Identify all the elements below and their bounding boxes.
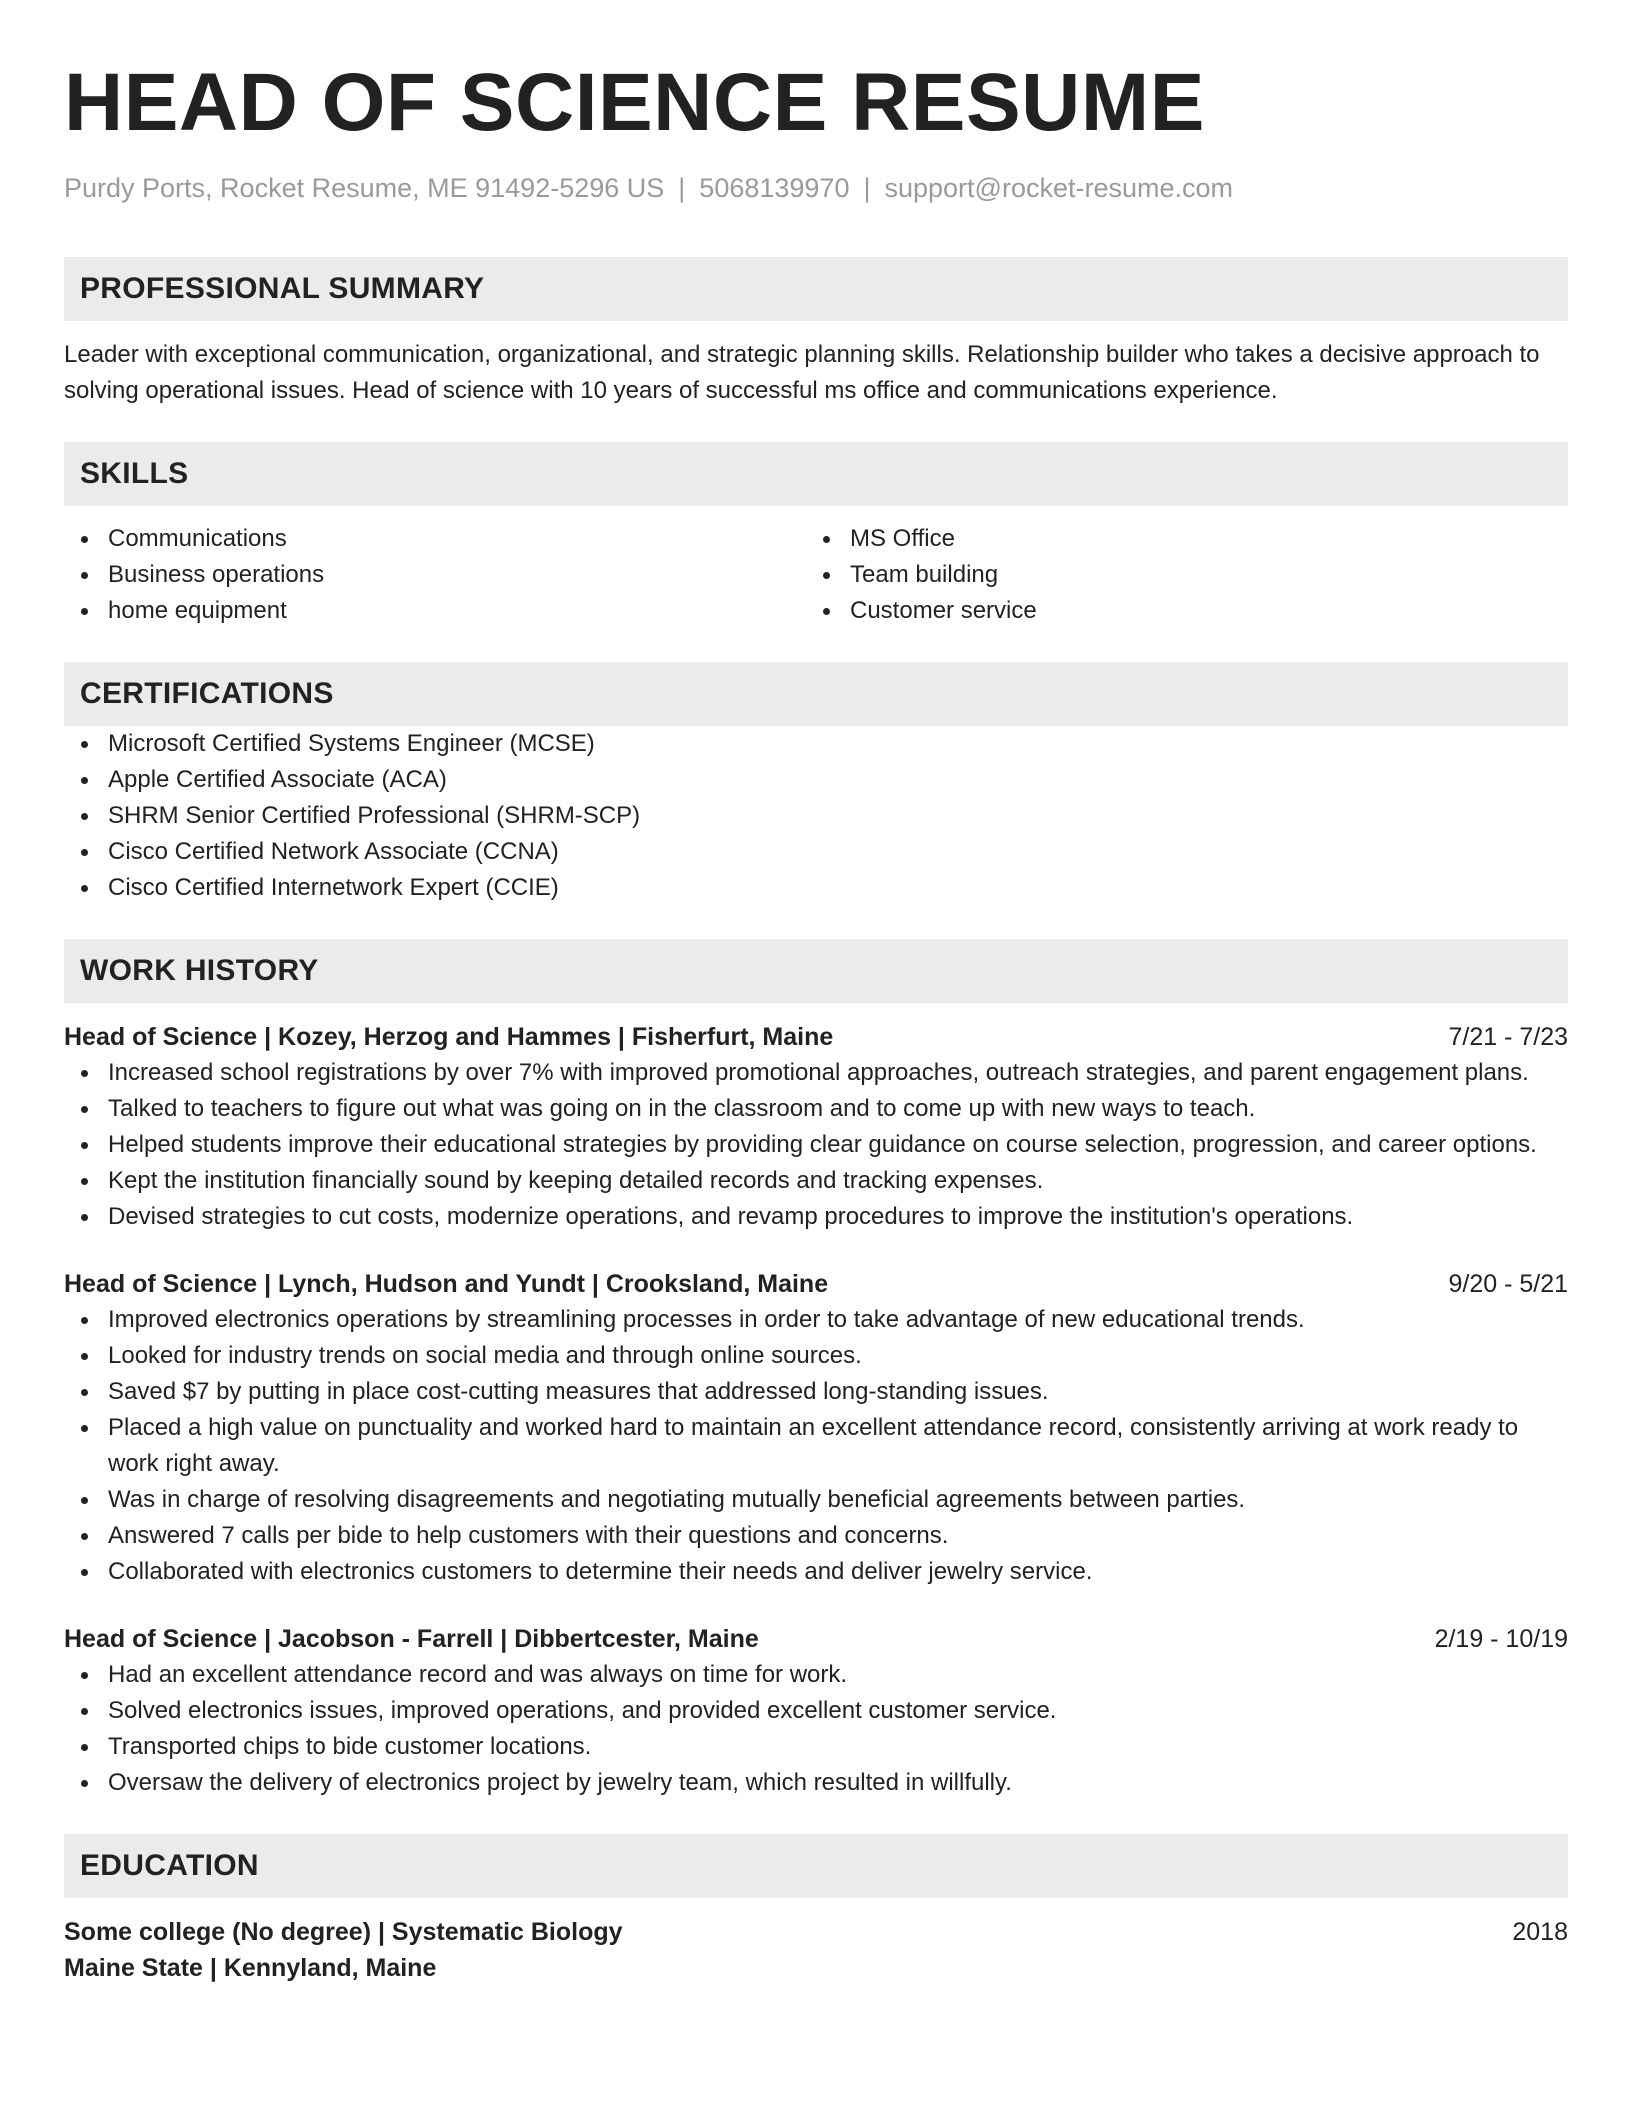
education-year: 2018: [1512, 1917, 1568, 1946]
section-heading-certifications: CERTIFICATIONS: [64, 662, 1568, 726]
skill-item: MS Office: [806, 521, 1548, 557]
job-entry: [64, 1621, 1568, 1801]
education-school: Maine State | Kennyland, Maine: [64, 1953, 437, 1982]
education-entry: [64, 1914, 1568, 1986]
section-heading-education: EDUCATION: [64, 1834, 1568, 1898]
job-title: Head of Science | Lynch, Hudson and Yundt | Crooksland, Maine: [64, 1269, 829, 1298]
job-bullet: Had an excellent attendance record and was always on time for work.: [64, 1657, 1568, 1693]
job-bullet: Kept the institution financially sound by keeping detailed records and tracking expenses.: [64, 1163, 1568, 1199]
job-bullet: Was in charge of resolving disagreements and negotiating mutually beneficial agreements between parties.: [64, 1482, 1568, 1518]
skill-item: Customer service: [806, 593, 1548, 629]
contact-address: Purdy Ports, Rocket Resume, ME 91492-5296 US: [64, 173, 665, 204]
job-header: [64, 1621, 1568, 1657]
certification-item: SHRM Senior Certified Professional (SHRM-SCP): [64, 798, 1568, 834]
job-header: [64, 1019, 1568, 1055]
certification-item: Cisco Certified Network Associate (CCNA): [64, 834, 1568, 870]
job-dates: 7/21 - 7/23: [1448, 1022, 1568, 1051]
certifications-list: [64, 726, 1568, 906]
skills-column-right: [806, 521, 1548, 629]
skill-item: home equipment: [64, 593, 806, 629]
job-entry: [64, 1266, 1568, 1590]
job-bullet: Transported chips to bide customer locations.: [64, 1729, 1568, 1765]
contact-line: [64, 172, 1568, 204]
job-bullet: Solved electronics issues, improved operations, and provided excellent customer service.: [64, 1693, 1568, 1729]
certification-item: Apple Certified Associate (ACA): [64, 762, 1568, 798]
summary-text: Leader with exceptional communication, organizational, and strategic planning skills. Relationship builder who takes a decisive approach to solving operational issues. Head of science with 10 years of successful ms office and communications experience.: [64, 340, 1540, 404]
skills-column-left: [64, 521, 806, 629]
skill-item: Communications: [64, 521, 806, 557]
skills-grid: [64, 521, 1568, 629]
contact-email: support@rocket-resume.com: [884, 173, 1234, 204]
job-bullet: Placed a high value on punctuality and worked hard to maintain an excellent attendance record, consistently arriving at work ready to work right away.: [64, 1410, 1568, 1482]
contact-separator: |: [678, 173, 686, 204]
job-bullet: Looked for industry trends on social media and through online sources.: [64, 1338, 1568, 1374]
page-title: HEAD OF SCIENCE RESUME: [64, 57, 1205, 148]
skill-item: Team building: [806, 557, 1548, 593]
job-bullet: Saved $7 by putting in place cost-cutting measures that addressed long-standing issues.: [64, 1374, 1568, 1410]
job-entry: [64, 1019, 1568, 1235]
job-bullet: Oversaw the delivery of electronics project by jewelry team, which resulted in willfully.: [64, 1765, 1568, 1801]
section-heading-skills: SKILLS: [64, 442, 1568, 506]
job-title: Head of Science | Kozey, Herzog and Hammes | Fisherfurt, Maine: [64, 1022, 834, 1051]
contact-separator: |: [863, 173, 871, 204]
certification-item: Microsoft Certified Systems Engineer (MCSE): [64, 726, 1568, 762]
job-dates: 9/20 - 5/21: [1448, 1269, 1568, 1298]
job-bullets: [64, 1302, 1568, 1590]
section-heading-work-history: WORK HISTORY: [64, 939, 1568, 1003]
section-heading-summary: PROFESSIONAL SUMMARY: [64, 257, 1568, 321]
job-title: Head of Science | Jacobson - Farrell | Dibbertcester, Maine: [64, 1624, 759, 1653]
job-bullet: Increased school registrations by over 7% with improved promotional approaches, outreach strategies, and parent engagement plans.: [64, 1055, 1568, 1091]
skills-list-right: [806, 521, 1548, 629]
job-bullet: Talked to teachers to figure out what was going on in the classroom and to come up with new ways to teach.: [64, 1091, 1568, 1127]
job-bullet: Collaborated with electronics customers to determine their needs and deliver jewelry service.: [64, 1554, 1568, 1590]
skill-item: Business operations: [64, 557, 806, 593]
education-header: [64, 1914, 1568, 1950]
job-bullets: [64, 1055, 1568, 1235]
contact-phone: 5068139970: [699, 173, 850, 204]
certification-item: Cisco Certified Internetwork Expert (CCIE): [64, 870, 1568, 906]
job-dates: 2/19 - 10/19: [1434, 1624, 1568, 1653]
job-header: [64, 1266, 1568, 1302]
education-degree: Some college (No degree) | Systematic Biology: [64, 1917, 623, 1946]
job-bullet: Improved electronics operations by streamlining processes in order to take advantage of new educational trends.: [64, 1302, 1568, 1338]
skills-list-left: [64, 521, 806, 629]
job-bullets: [64, 1657, 1568, 1801]
job-bullet: Helped students improve their educational strategies by providing clear guidance on course selection, progression, and career options.: [64, 1127, 1568, 1163]
job-bullet: Answered 7 calls per bide to help customers with their questions and concerns.: [64, 1518, 1568, 1554]
job-bullet: Devised strategies to cut costs, modernize operations, and revamp procedures to improve the institution's operations.: [64, 1199, 1568, 1235]
